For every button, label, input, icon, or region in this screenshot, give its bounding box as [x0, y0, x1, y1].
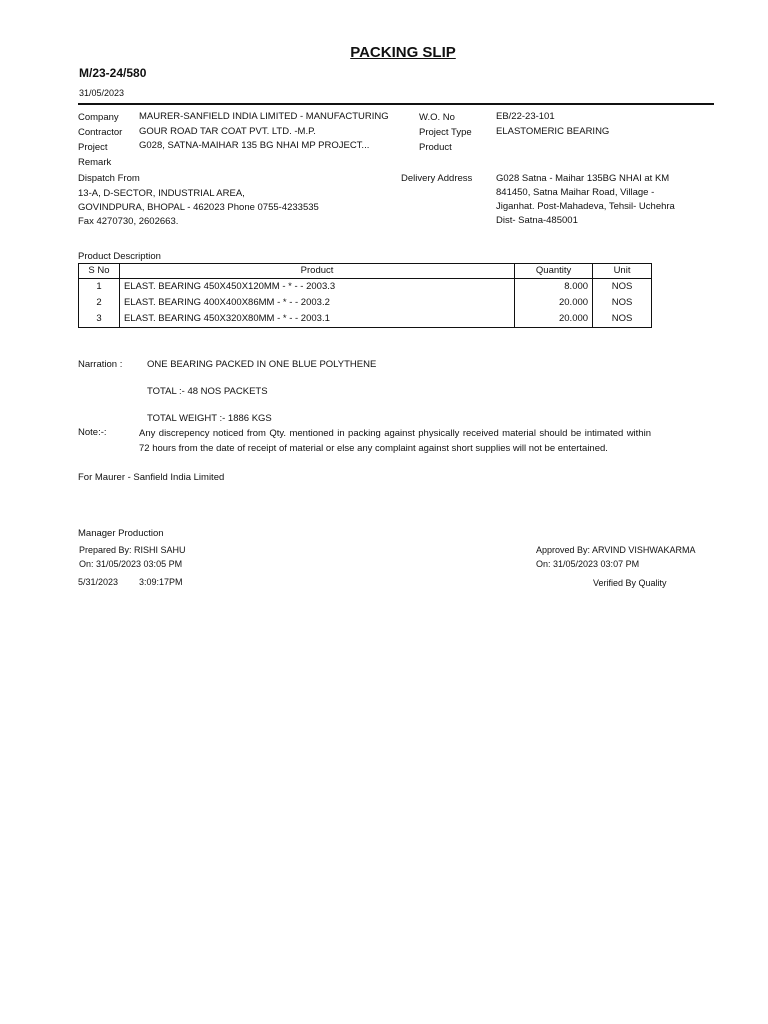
column-header-unit: Unit — [593, 264, 652, 279]
product-label: Product — [419, 142, 452, 153]
narration-line: ONE BEARING PACKED IN ONE BLUE POLYTHENE — [147, 359, 377, 370]
delivery-label: Delivery Address — [401, 173, 473, 184]
verified-by-quality: Verified By Quality — [593, 578, 667, 588]
dispatch-line: Fax 4270730, 2602663. — [78, 216, 179, 227]
project-type-label: Project Type — [419, 127, 472, 138]
page-title: PACKING SLIP — [350, 44, 456, 61]
contractor-value: GOUR ROAD TAR COAT PVT. LTD. -M.P. — [139, 126, 316, 137]
table-row — [79, 279, 652, 296]
dispatch-line: GOVINDPURA, BHOPAL - 462023 Phone 0755-4233535 — [78, 202, 319, 213]
company-label: Company — [78, 112, 119, 123]
manager-production: Manager Production — [78, 528, 164, 539]
print-time: 3:09:17PM — [139, 577, 183, 587]
for-company: For Maurer - Sanfield India Limited — [78, 472, 225, 483]
delivery-line: G028 Satna - Maihar 135BG NHAI at KM — [496, 173, 670, 184]
row-product: ELAST. BEARING 450X450X120MM - * - - 2003.3 — [119, 279, 514, 296]
dispatch-label: Dispatch From — [78, 173, 140, 184]
row-sno: 1 — [79, 279, 120, 296]
note-text: Any discrepency noticed from Qty. mentioned in packing against physically received material should be intimated within 72 hours from the date of receipt of material or else any complaint against short supplies will not be entertained. — [139, 428, 651, 454]
table-header-row — [79, 264, 652, 279]
header-divider — [78, 103, 714, 105]
document-number: M/23-24/580 — [79, 66, 147, 80]
company-value: MAURER-SANFIELD INDIA LIMITED - MANUFACTURING — [139, 111, 389, 122]
wo-label: W.O. No — [419, 112, 455, 123]
remark-label: Remark — [78, 157, 112, 168]
wo-value: EB/22-23-101 — [496, 111, 555, 122]
row-unit: NOS — [593, 311, 652, 328]
column-header-sno: S No — [79, 264, 120, 279]
approved-by: Approved By: ARVIND VISHWAKARMA — [536, 545, 696, 555]
product-description-label: Product Description — [78, 251, 161, 262]
delivery-line: Jiganhat. Post-Mahadeva, Tehsil- Uchehra — [496, 201, 675, 212]
table-row — [79, 295, 652, 311]
project-type-value: ELASTOMERIC BEARING — [496, 126, 610, 137]
contractor-label: Contractor — [78, 127, 123, 138]
delivery-line: Dist- Satna-485001 — [496, 215, 578, 226]
row-product: ELAST. BEARING 450X320X80MM - * - - 2003.1 — [119, 311, 514, 328]
table-row — [79, 311, 652, 328]
row-quantity: 20.000 — [515, 311, 593, 328]
column-header-quantity: Quantity — [515, 264, 593, 279]
delivery-line: 841450, Satna Maihar Road, Village - — [496, 187, 655, 198]
narration-line: TOTAL WEIGHT :- 1886 KGS — [147, 413, 272, 424]
row-quantity: 8.000 — [515, 279, 593, 296]
prepared-by: Prepared By: RISHI SAHU — [79, 545, 186, 555]
row-product: ELAST. BEARING 400X400X86MM - * - - 2003.2 — [119, 295, 514, 311]
document-date: 31/05/2023 — [79, 88, 125, 98]
approved-on: On: 31/05/2023 03:07 PM — [536, 559, 640, 569]
dispatch-line: 13-A, D-SECTOR, INDUSTRIAL AREA, — [78, 188, 245, 199]
column-header-product: Product — [119, 264, 514, 279]
row-unit: NOS — [593, 295, 652, 311]
print-date: 5/31/2023 — [78, 577, 119, 587]
narration-label: Narration : — [78, 359, 123, 370]
project-value: G028, SATNA-MAIHAR 135 BG NHAI MP PROJECT... — [139, 140, 370, 151]
note-label: Note:-: — [78, 427, 107, 438]
product-table — [78, 263, 652, 328]
prepared-on: On: 31/05/2023 03:05 PM — [79, 559, 183, 569]
narration-line: TOTAL :- 48 NOS PACKETS — [147, 386, 268, 397]
row-sno: 2 — [79, 295, 120, 311]
row-quantity: 20.000 — [515, 295, 593, 311]
project-label: Project — [78, 142, 108, 153]
row-unit: NOS — [593, 279, 652, 296]
row-sno: 3 — [79, 311, 120, 328]
